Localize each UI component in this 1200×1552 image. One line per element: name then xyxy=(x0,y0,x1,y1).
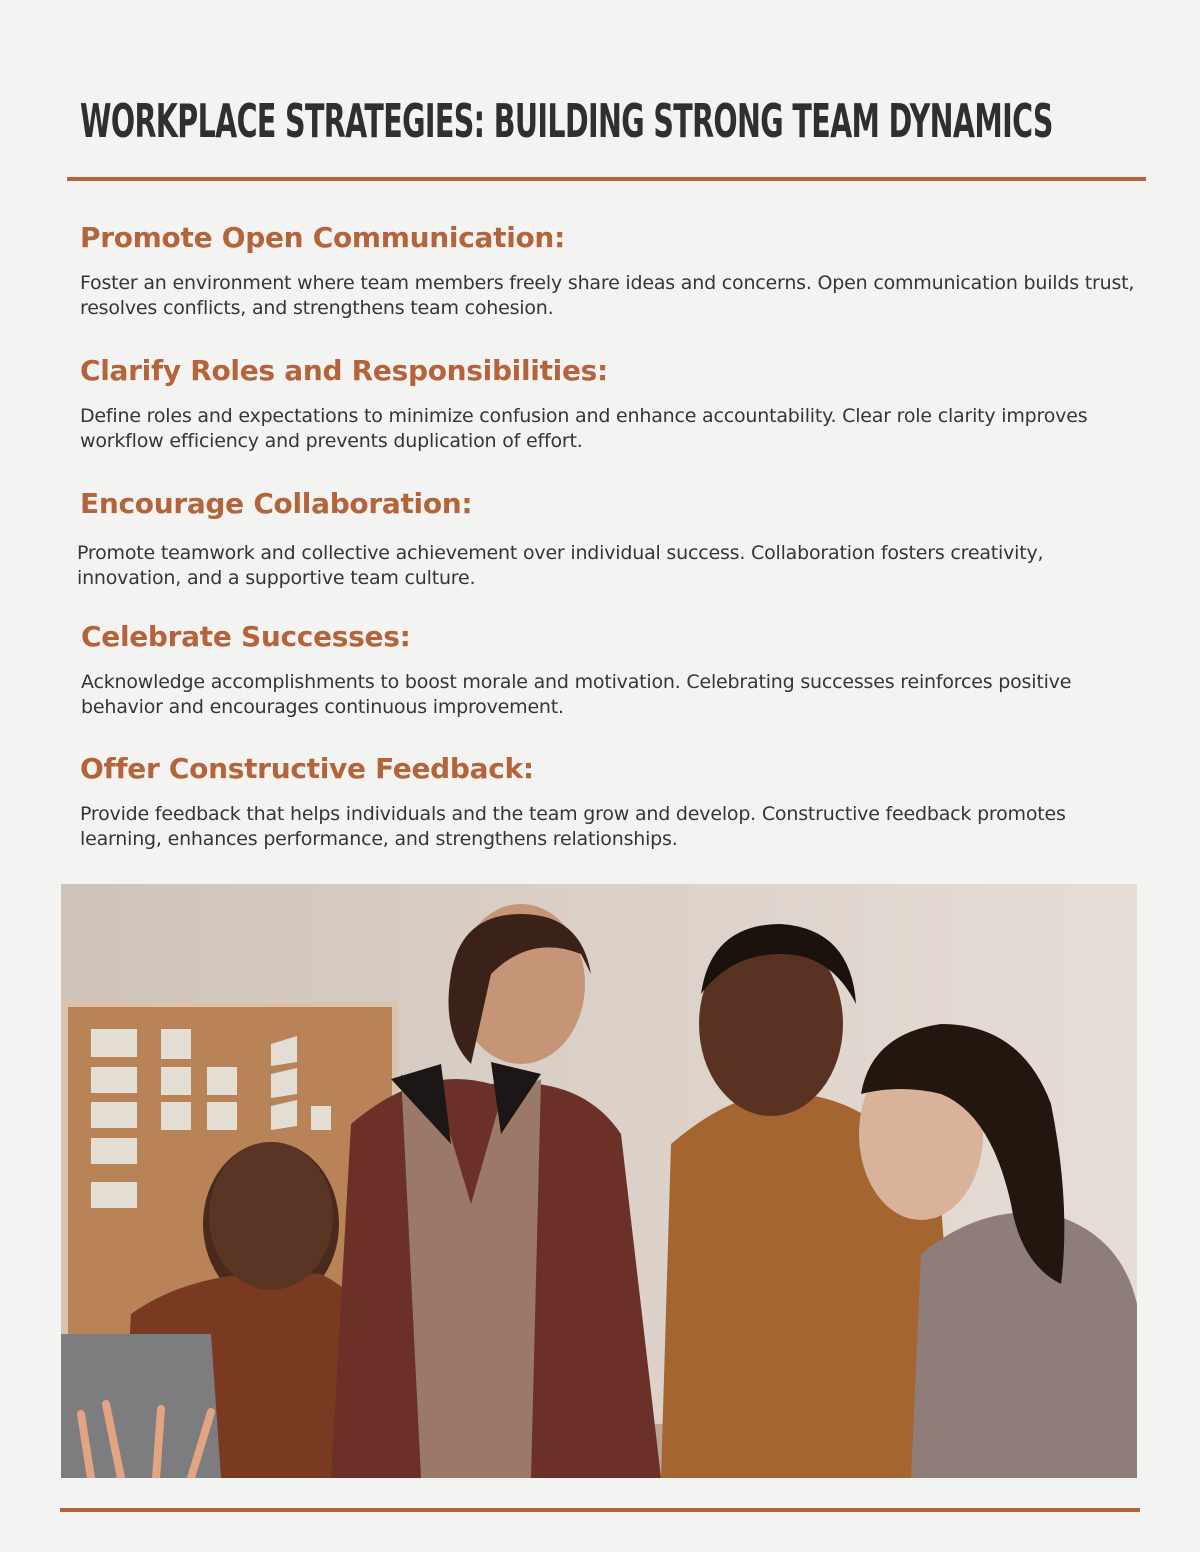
section-body: Provide feedback that helps individuals and the team grow and develop. Constructive feedback promotes learning, enhances performance, and strengthens relationships. xyxy=(80,803,1066,850)
section-heading: Celebrate Successes: xyxy=(81,620,411,653)
section-clarify-roles xyxy=(80,353,1140,454)
section-body: Acknowledge accomplishments to boost morale and motivation. Celebrating successes reinforces positive behavior and encourages continuous improvement. xyxy=(81,671,1072,718)
section-heading: Encourage Collaboration: xyxy=(80,487,473,520)
section-heading: Clarify Roles and Responsibilities: xyxy=(80,354,608,387)
section-heading: Offer Constructive Feedback: xyxy=(80,752,534,785)
section-heading: Promote Open Communication: xyxy=(80,221,565,254)
page-title: WORKPLACE STRATEGIES: BUILDING STRONG TEAM DYNAMICS xyxy=(80,94,1053,148)
section-celebrate-successes xyxy=(81,619,1141,720)
team-photo-illustration xyxy=(61,884,1137,1478)
section-open-communication xyxy=(80,220,1140,321)
section-body: Define roles and expectations to minimize confusion and enhance accountability. Clear role clarity improves workflow efficiency and prevents duplication of effort. xyxy=(80,405,1088,452)
team-collaboration-photo xyxy=(61,884,1137,1478)
section-body: Foster an environment where team members freely share ideas and concerns. Open communication builds trust, resolves conflicts, and strengthens team cohesion. xyxy=(80,272,1135,319)
bottom-divider xyxy=(60,1508,1140,1512)
section-constructive-feedback xyxy=(80,751,1140,852)
top-divider xyxy=(67,177,1146,181)
section-body: Promote teamwork and collective achievement over individual success. Collaboration fosters creativity, innovation, and a supportive team culture. xyxy=(77,542,1044,589)
section-encourage-collaboration xyxy=(77,486,1137,591)
